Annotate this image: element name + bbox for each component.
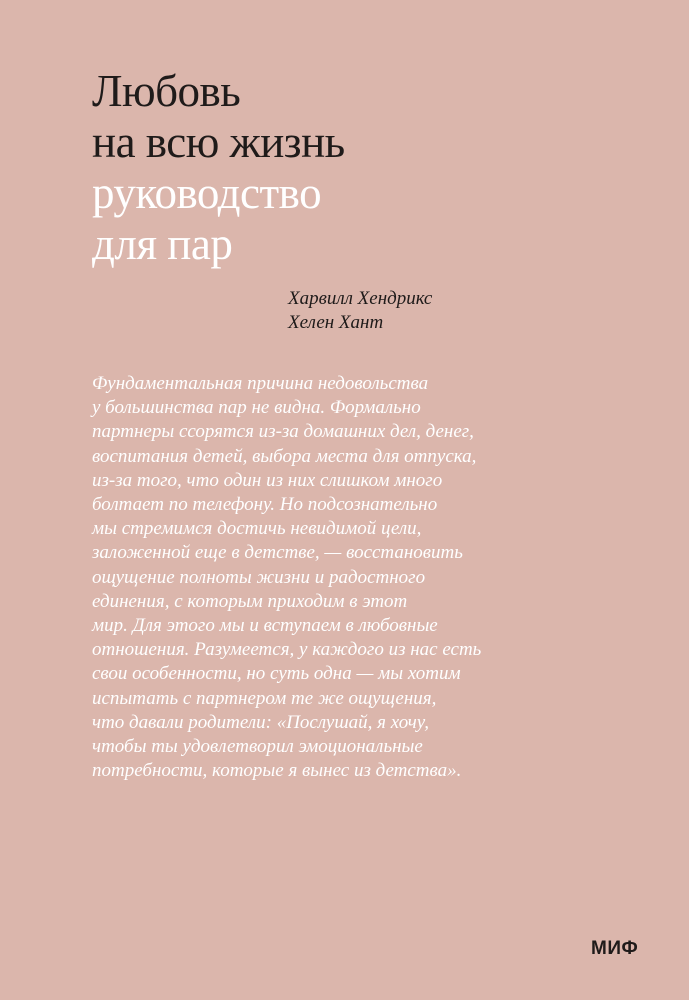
annotation-line: из-за того, что один из них слишком много	[92, 469, 443, 491]
annotation-line: чтобы ты удовлетворил эмоциональные	[92, 736, 423, 758]
annotation-text	[92, 372, 592, 783]
authors	[288, 287, 432, 335]
annotation-line: мы стремимся достичь невидимой цели,	[92, 518, 422, 540]
annotation-line: отношения. Разумеется, у каждого из нас есть	[92, 639, 482, 661]
annotation-line: ощущение полноты жизни и радостного	[92, 566, 426, 588]
annotation-line: потребности, которые я вынес из детства».	[92, 760, 462, 782]
annotation-line: болтает по телефону. Но подсознательно	[92, 494, 438, 516]
annotation-line: заложенной еще в детстве, — восстановить	[92, 542, 463, 564]
annotation-line: свои особенности, но суть одна — мы хотим	[92, 663, 461, 685]
author-name: Харвилл Хендрикс	[288, 288, 433, 309]
book-title	[92, 66, 345, 270]
subtitle-line: для пар	[92, 219, 233, 269]
annotation-line: что давали родители: «Послушай, я хочу,	[92, 711, 430, 733]
annotation-line: испытать с партнером те же ощущения,	[92, 687, 437, 709]
annotation-line: Фундаментальная причина недовольства	[92, 373, 429, 394]
title-line: на всю жизнь	[92, 117, 345, 167]
annotation-line: мир. Для этого мы и вступаем в любовные	[92, 615, 438, 637]
annotation-line: воспитания детей, выбора места для отпуска,	[92, 445, 477, 467]
annotation-line: партнеры ссорятся из-за домашних дел, денег,	[92, 421, 474, 443]
title-line: Любовь	[92, 66, 241, 116]
author-name: Хелен Хант	[288, 312, 384, 333]
publisher-logo: МИФ	[591, 938, 639, 959]
annotation-line: единения, с которым приходим в этот	[92, 590, 408, 612]
subtitle-line: руководство	[92, 168, 322, 218]
annotation-line: у большинства пар не видна. Формально	[92, 397, 421, 419]
